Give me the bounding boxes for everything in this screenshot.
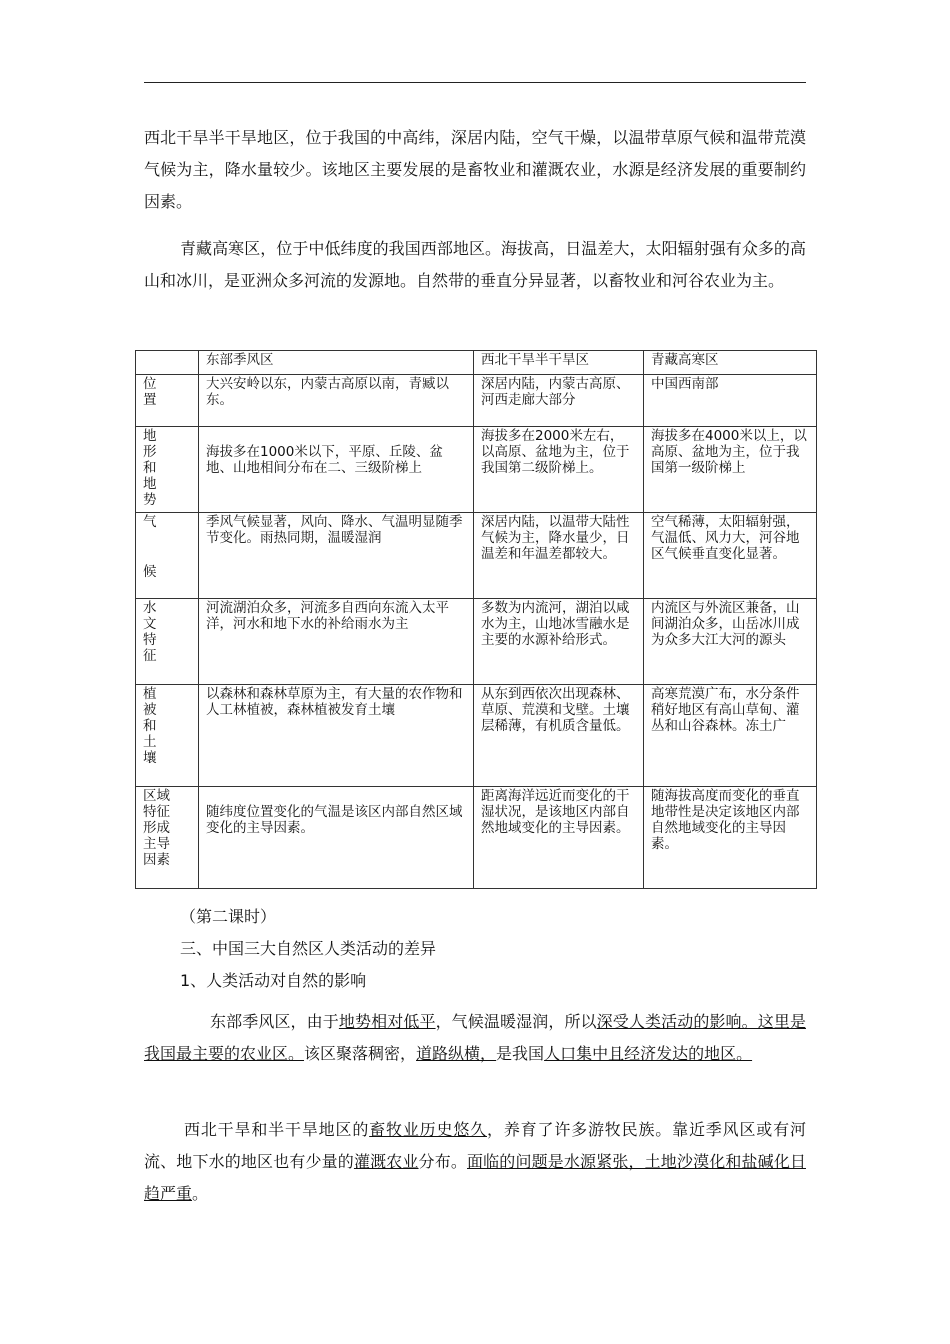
row-label-climate xyxy=(136,513,199,599)
row-label-hydrology xyxy=(136,599,199,685)
cell-tibet: 海拔多在4000米以上，以高原、盆地为主，位于我国第一级阶梯上 xyxy=(644,427,817,513)
header-rule xyxy=(144,82,806,83)
table-header-row xyxy=(136,351,817,375)
row-label-dominant-factor xyxy=(136,787,199,889)
section-heading: 三、中国三大自然区人类活动的差异 xyxy=(180,939,437,958)
row-label-terrain xyxy=(136,427,199,513)
row-label-text: 候 xyxy=(143,564,157,580)
cell-east xyxy=(199,787,474,889)
row-label-text: 水文特征 xyxy=(143,600,157,664)
paragraph-northwest-intro: 西北干旱半干旱地区，位于我国的中高纬，深居内陆，空气干燥，以温带草原气候和温带荒漠气候为主，降水量较少。该地区主要发展的是畜牧业和灌溉农业，水源是经济发展的重要制约因素。 xyxy=(144,128,806,211)
paragraph-northwest-arid xyxy=(144,1114,806,1210)
table-header-tibet: 青藏高寒区 xyxy=(644,351,817,375)
row-label-text: 地形和地势 xyxy=(143,428,157,508)
text-segment: 分布。 xyxy=(418,1152,467,1171)
cell-east xyxy=(199,427,474,513)
lesson-period: （第二课时） xyxy=(180,907,277,926)
subsection-heading: 1、人类活动对自然的影响 xyxy=(180,971,367,990)
text-segment: 东部季风区，由于 xyxy=(210,1012,339,1031)
text-segment: 是我国 xyxy=(496,1044,545,1063)
cell-text: 海拔多在1000米以下，平原、丘陵、盆地、山地相间分布在二、三级阶梯上 xyxy=(206,444,443,476)
underlined-text: 地势相对低平 xyxy=(338,1012,436,1031)
table-header-northwest: 西北干旱半干旱区 xyxy=(474,351,644,375)
row-label-location xyxy=(136,375,199,427)
row-label-text: 气 xyxy=(143,514,157,530)
cell-northwest: 深居内陆，以温带大陆性气候为主，降水量少，日温差和年温差都较大。 xyxy=(474,513,644,599)
table-row xyxy=(136,513,817,599)
table-row xyxy=(136,427,817,513)
underlined-text: 畜牧业历史悠久 xyxy=(369,1120,487,1139)
table-row xyxy=(136,375,817,427)
text-segment: 。 xyxy=(192,1184,209,1203)
underlined-text: 灌溉农业 xyxy=(353,1152,419,1171)
cell-text: 随纬度位置变化的气温是该区内部自然区域变化的主导因素。 xyxy=(206,804,463,836)
text-segment: 该区聚落稠密， xyxy=(304,1044,417,1063)
row-label-text: 区域特征形成主导因素 xyxy=(143,788,170,868)
text-segment: ，气候温暖湿润，所以 xyxy=(435,1012,597,1031)
table-row xyxy=(136,685,817,787)
cell-tibet: 高寒荒漠广布，水分条件稍好地区有高山草甸、灌丛和山谷森林。冻土广 xyxy=(644,685,817,787)
text-segment: ，养育了许多游牧民族。靠近季风区或有河流、地下水的地区也有少量的 xyxy=(144,1120,806,1171)
underlined-text: 人口集中且经济发达的地区。 xyxy=(544,1044,753,1063)
cell-east: 河流湖泊众多，河流多自西向东流入太平洋，河水和地下水的补给雨水为主 xyxy=(199,599,474,685)
cell-east: 季风气候显著，风向、降水、气温明显随季节变化。雨热同期，温暖湿润 xyxy=(199,513,474,599)
cell-northwest: 从东到西依次出现森林、草原、荒漠和戈壁。土壤层稀薄，有机质含量低。 xyxy=(474,685,644,787)
row-label-text: 位置 xyxy=(143,376,157,408)
cell-northwest: 距离海洋远近而变化的干湿状况，是该地区内部自然地域变化的主导因素。 xyxy=(474,787,644,889)
cell-tibet: 空气稀薄，太阳辐射强，气温低、风力大，河谷地区气候垂直变化显著。 xyxy=(644,513,817,599)
table-row xyxy=(136,787,817,889)
cell-northwest: 海拔多在2000米左右，以高原、盆地为主，位于我国第二级阶梯上。 xyxy=(474,427,644,513)
cell-east: 大兴安岭以东，内蒙古高原以南，青臧以东。 xyxy=(199,375,474,427)
underlined-text: 面临的问题是水源紧张，土地沙漠化和盐碱化日趋严重 xyxy=(144,1152,806,1203)
table-header-east: 东部季风区 xyxy=(199,351,474,375)
cell-tibet: 中国西南部 xyxy=(644,375,817,427)
regions-comparison-table xyxy=(135,350,817,889)
table-header-corner xyxy=(136,351,199,375)
cell-tibet: 内流区与外流区兼备，山间湖泊众多，山岳冰川成为众多大江大河的源头 xyxy=(644,599,817,685)
underlined-text: 道路纵横， xyxy=(416,1044,497,1063)
table-row xyxy=(136,599,817,685)
paragraph-tibet-intro: 青藏高寒区，位于中低纬度的我国西部地区。海拔高，日温差大，太阳辐射强有众多的高山和冰川，是亚洲众多河流的发源地。自然带的垂直分异显著，以畜牧业和河谷农业为主。 xyxy=(144,239,806,290)
text-segment: 西北干旱和半干旱地区的 xyxy=(184,1120,370,1139)
cell-northwest: 多数为内流河，湖泊以咸水为主，山地冰雪融水是主要的水源补给形式。 xyxy=(474,599,644,685)
row-label-vegetation xyxy=(136,685,199,787)
underlined-text: 深受人类活动的影响。这里是我国最主要的农业区。 xyxy=(144,1012,806,1063)
row-label-text: 植被和土壤 xyxy=(143,686,157,766)
paragraph-east-monsoon xyxy=(144,1006,806,1070)
cell-northwest: 深居内陆，内蒙古高原、河西走廊大部分 xyxy=(474,375,644,427)
cell-east: 以森林和森林草原为主，有大量的农作物和人工林植被，森林植被发育土壤 xyxy=(199,685,474,787)
cell-tibet: 随海拔高度而变化的垂直地带性是决定该地区内部自然地域变化的主导因素。 xyxy=(644,787,817,889)
